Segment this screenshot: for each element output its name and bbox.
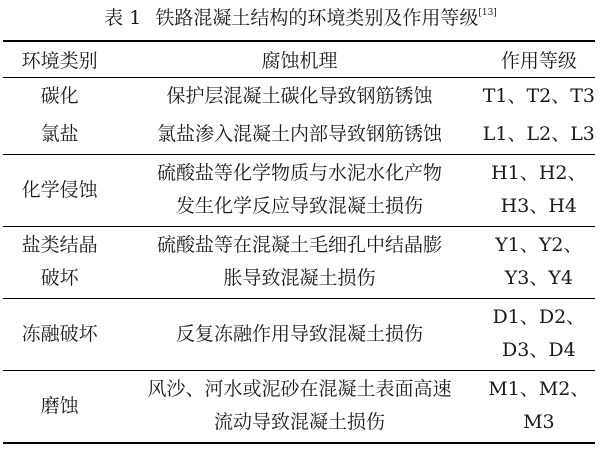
grade-cell: L1、L2、L3 <box>482 123 595 145</box>
grade-cell: D1、D2、 D3、D4 <box>492 306 586 361</box>
table-group-abrasion <box>3 371 595 444</box>
category-cell: 磨蚀 <box>40 394 79 417</box>
table-row <box>3 299 595 371</box>
table-group-freeze-thaw <box>3 299 595 371</box>
environment-category-table <box>3 40 595 444</box>
table-row <box>3 227 595 299</box>
table-row <box>3 116 595 155</box>
header-action-grade: 作用等级 <box>500 50 577 72</box>
table-group-carbonation-chloride <box>3 78 595 155</box>
grade-cell: T1、T2、T3 <box>482 85 595 107</box>
category-cell: 氯盐 <box>40 123 79 145</box>
mechanism-cell: 反复冻融作用导致混凝土损伤 <box>176 322 424 345</box>
mechanism-cell: 硫酸盐等在混凝土毛细孔中结晶膨 胀导致混凝土损伤 <box>157 234 443 289</box>
table-group-chemical-attack <box>3 155 595 227</box>
caption-label: 表 1 <box>104 7 142 29</box>
table-header-row <box>3 41 595 78</box>
category-cell: 冻融破坏 <box>21 322 98 345</box>
caption-title: 铁路混凝土结构的环境类别及作用等级 <box>155 7 479 29</box>
table-row <box>3 155 595 227</box>
category-cell: 碳化 <box>40 85 79 107</box>
mechanism-cell: 保护层混凝土碳化导致钢筋锈蚀 <box>166 85 433 107</box>
category-cell: 化学侵蚀 <box>21 178 98 201</box>
mechanism-cell: 风沙、河水或泥砂在混凝土表面高速 流动导致混凝土损伤 <box>147 378 452 433</box>
table-row <box>3 371 595 444</box>
header-environment-category: 环境类别 <box>21 50 98 72</box>
table-caption <box>0 4 601 32</box>
grade-cell: H1、H2、 H3、H4 <box>491 162 587 217</box>
caption-reference: [13] <box>478 8 497 18</box>
mechanism-cell: 硫酸盐等化学物质与水泥水化产物 发生化学反应导致混凝土损伤 <box>157 162 443 217</box>
table-row <box>3 78 595 117</box>
mechanism-cell: 氯盐渗入混凝土内部导致钢筋锈蚀 <box>157 123 443 145</box>
category-cell: 盐类结晶 破坏 <box>21 234 98 289</box>
table-group-salt-crystallization <box>3 227 595 299</box>
header-corrosion-mechanism: 腐蚀机理 <box>261 50 338 72</box>
grade-cell: M1、M2、 M3 <box>488 378 590 433</box>
grade-cell: Y1、Y2、 Y3、Y4 <box>495 234 583 289</box>
